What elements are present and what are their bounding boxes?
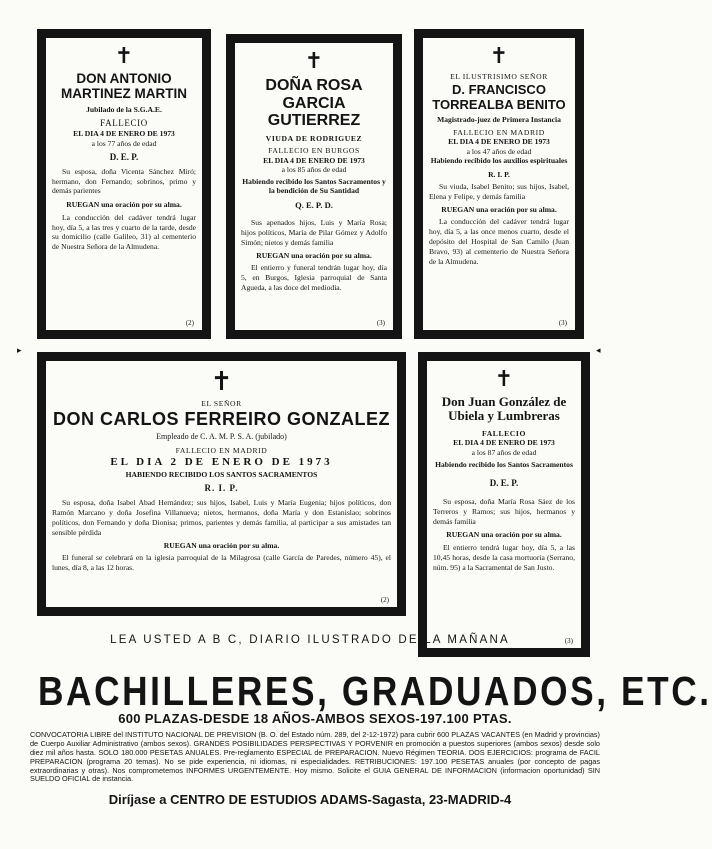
left-marker: ▸: [17, 346, 22, 356]
honorific: EL SEÑOR: [201, 399, 242, 408]
deceased-title: Magistrado-juez de Primera Instancia: [437, 115, 561, 125]
obituary-gonzalez: [418, 352, 590, 657]
death-date: EL DIA 4 DE ENERO DE 1973: [448, 137, 550, 147]
death-date: EL DIA 4 DE ENERO DE 1973: [73, 129, 175, 139]
rip-text: R. I. P.: [488, 169, 510, 179]
obituary-garcia: [226, 34, 402, 339]
ad-body: CONVOCATORIA LIBRE del INSTITUTO NACIONAL DE PREVISION (B. O. del Estado núm. 289, del 2-12-1972) para cubrir 600 PLAZAS VACANTES (en Madrid y provincias) de Cuerpo Auxiliar Administrativo (ambos sexos). GRANDES POSIBILIDADES PERSPECTIVAS Y PORVENIR en promoción a puestos superiores (ambos sexos) desde solo diez mil años hasta. SOLO 180.000 PESETAS ANUALES. Pre-reglamento ESPECIAL de PREPARACION. Nuevo Régimen TEORIA. DOS EJERCICIOS: programa de FACIL PREPARACION (programa 20 temas). No se pide experiencia, ni idiomas, ni especialidades. RETRIBUCIONES: 197.100 PESETAS anuales (por concepto de pagas extraordinarias y otras). Nos comprometemos INFORMES URGENTEMENTE. Hoy mismo. Solicite el GUIA GENERAL DE INFORMACION (informacion oportunidad) SIN SUELDO OFICIAL de instancia.: [30, 730, 600, 784]
funeral-text: La conducción del cadáver tendrá lugar hoy, día 5, a las tres y cuarto de la tarde, desde su domicilio (calle Galileo, 31) al cementerio de Nuestra Señora de la Almudena.: [52, 212, 196, 252]
death-label: FALLECIO EN MADRID: [453, 127, 545, 137]
prayer-request: RUEGAN una oración por su alma.: [446, 530, 562, 540]
death-date: EL DIA 2 DE ENERO DE 1973: [110, 455, 333, 468]
rip-text: Q. E. P. D.: [295, 199, 333, 210]
deceased-title: Empleado de C. A. M. P. S. A. (jubilado): [156, 432, 287, 442]
ad-subtitle: 600 PLAZAS-DESDE 18 AÑOS-AMBOS SEXOS-197.100 PTAS.: [118, 711, 512, 726]
prayer-request: RUEGAN una oración por su alma.: [441, 204, 557, 214]
obituary-ferreiro: [37, 352, 406, 616]
family-text: Su esposa, doña María Rosa Sáez de los Terreros y Ramos; sus hijos, hermanos y demás familia: [433, 496, 575, 526]
obituary-martinez: [37, 29, 211, 339]
notice-number: (3): [376, 319, 385, 327]
honorific: EL ILUSTRISIMO SEÑOR: [450, 72, 548, 81]
cross-icon: ✝: [489, 44, 509, 69]
rip-text: D. E. P.: [489, 477, 519, 488]
abc-banner: LEA USTED A B C, DIARIO ILUSTRADO DE LA MAÑANA: [110, 634, 510, 646]
family-text: Sus apenados hijos, Luis y María Rosa; hijos políticos, María de Pilar Gómez y Adolfo Simón; nietos y demás familia: [241, 218, 387, 248]
death-date: EL DIA 4 DE ENERO DE 1973: [263, 155, 365, 165]
deceased-name: D. FRANCISCO TORREALBA BENITO: [432, 82, 566, 112]
notice-number: (3): [564, 637, 573, 645]
cross-icon: ✝: [210, 367, 233, 397]
prayer-request: RUEGAN una oración por su alma.: [163, 540, 280, 550]
death-label: FALLECIO EN BURGOS: [268, 146, 360, 156]
right-marker: ◂: [596, 346, 601, 356]
sacraments-text: Habiendo recibido los Santos Sacramentos: [435, 460, 573, 470]
sacraments-text: Habiendo recibido los Santos Sacramentos y la bendición de Su Santidad: [242, 176, 386, 196]
deceased-name: DON ANTONIO MARTINEZ MARTIN: [61, 71, 187, 101]
death-age: a los 77 años de edad: [91, 138, 157, 148]
prayer-request: RUEGAN una oración por su alma.: [66, 200, 182, 210]
cross-icon: ✝: [494, 367, 514, 392]
cross-icon: ✝: [304, 49, 324, 74]
death-age: a los 85 años de edad: [281, 165, 347, 175]
death-age: a los 87 años de edad: [471, 447, 537, 457]
funeral-text: El entierro tendrá lugar hoy, día 5, a las 10,45 horas, desde la casa mortuoria (Serrano, núm. 95) a la Sacramental de San Justo.: [433, 542, 575, 572]
death-label: FALLECIO: [100, 118, 148, 129]
family-text: Su esposa, doña Isabel Abad Hernández; sus hijos, Isabel, Luis y María Eugenia; hijos políticos, don Ramón Marcano y doña Josefina Villanueva; nietos, hermanos, doña María y don Estanislao; sobrinos políticos, don Fernando y doña Dionisa; primos, parientes y demás familia, al participar a sus amistades tan sensible pérdida: [52, 498, 391, 537]
sacraments-text: Habiendo recibido los auxilios espirituales: [430, 156, 568, 166]
prayer-request: RUEGAN una oración por su alma.: [256, 250, 372, 260]
deceased-name: DON CARLOS FERREIRO GONZALEZ: [53, 409, 390, 430]
death-label: FALLECIO: [482, 428, 526, 438]
family-text: Su esposa, doña Vicenta Sánchez Miró; hermano, don Fernando; sobrinos, primo y demás parientes: [52, 166, 196, 196]
ad-title: BACHILLERES, GRADUADOS, ETC.: [38, 668, 712, 714]
notice-number: (2): [380, 596, 389, 604]
funeral-text: El funeral se celebrará en la iglesia parroquial de la Milagrosa (calle García de Paredes, número 45), el lunes, día 8, a las 12 horas.: [52, 553, 391, 573]
obituary-torrealba: [414, 29, 584, 339]
notice-number: (2): [185, 319, 194, 327]
funeral-text: La conducción del cadáver tendrá lugar hoy, día 5, a las once menos cuarto, desde el depósito del Hospital de San Camilo (Juan Bravo, 93) al cementerio de Nuestra Señora de la Almudena.: [429, 217, 569, 266]
rip-text: R. I. P.: [204, 483, 239, 493]
cross-icon: ✝: [114, 44, 134, 69]
deceased-title: Jubilado de la S.G.A.E.: [86, 104, 162, 114]
sacraments-text: HABIENDO RECIBIDO LOS SANTOS SACRAMENTOS: [125, 469, 318, 479]
notice-number: (3): [558, 319, 567, 327]
deceased-title: VIUDA DE RODRIGUEZ: [265, 133, 363, 143]
death-date: EL DIA 4 DE ENERO DE 1973: [453, 438, 555, 448]
death-age: a los 47 años de edad: [466, 146, 532, 156]
deceased-name: DOÑA ROSA GARCIA GUTIERREZ: [265, 77, 363, 130]
funeral-text: El entierro y funeral tendrán lugar hoy, día 5, en Burgos, Iglesia parroquial de Santa Agueda, a las doce del mediodía.: [241, 263, 387, 293]
deceased-name: Don Juan González de Ubiela y Lumbreras: [441, 394, 567, 424]
ad-address: Diríjase a CENTRO DE ESTUDIOS ADAMS-Sagasta, 23-MADRID-4: [108, 792, 512, 807]
rip-text: D. E. P.: [109, 152, 139, 163]
death-label: FALLECIO EN MADRID: [175, 446, 268, 456]
family-text: Su viuda, Isabel Benito; sus hijos, Isabel, Elena y Felipe, y demás familia: [429, 181, 569, 201]
